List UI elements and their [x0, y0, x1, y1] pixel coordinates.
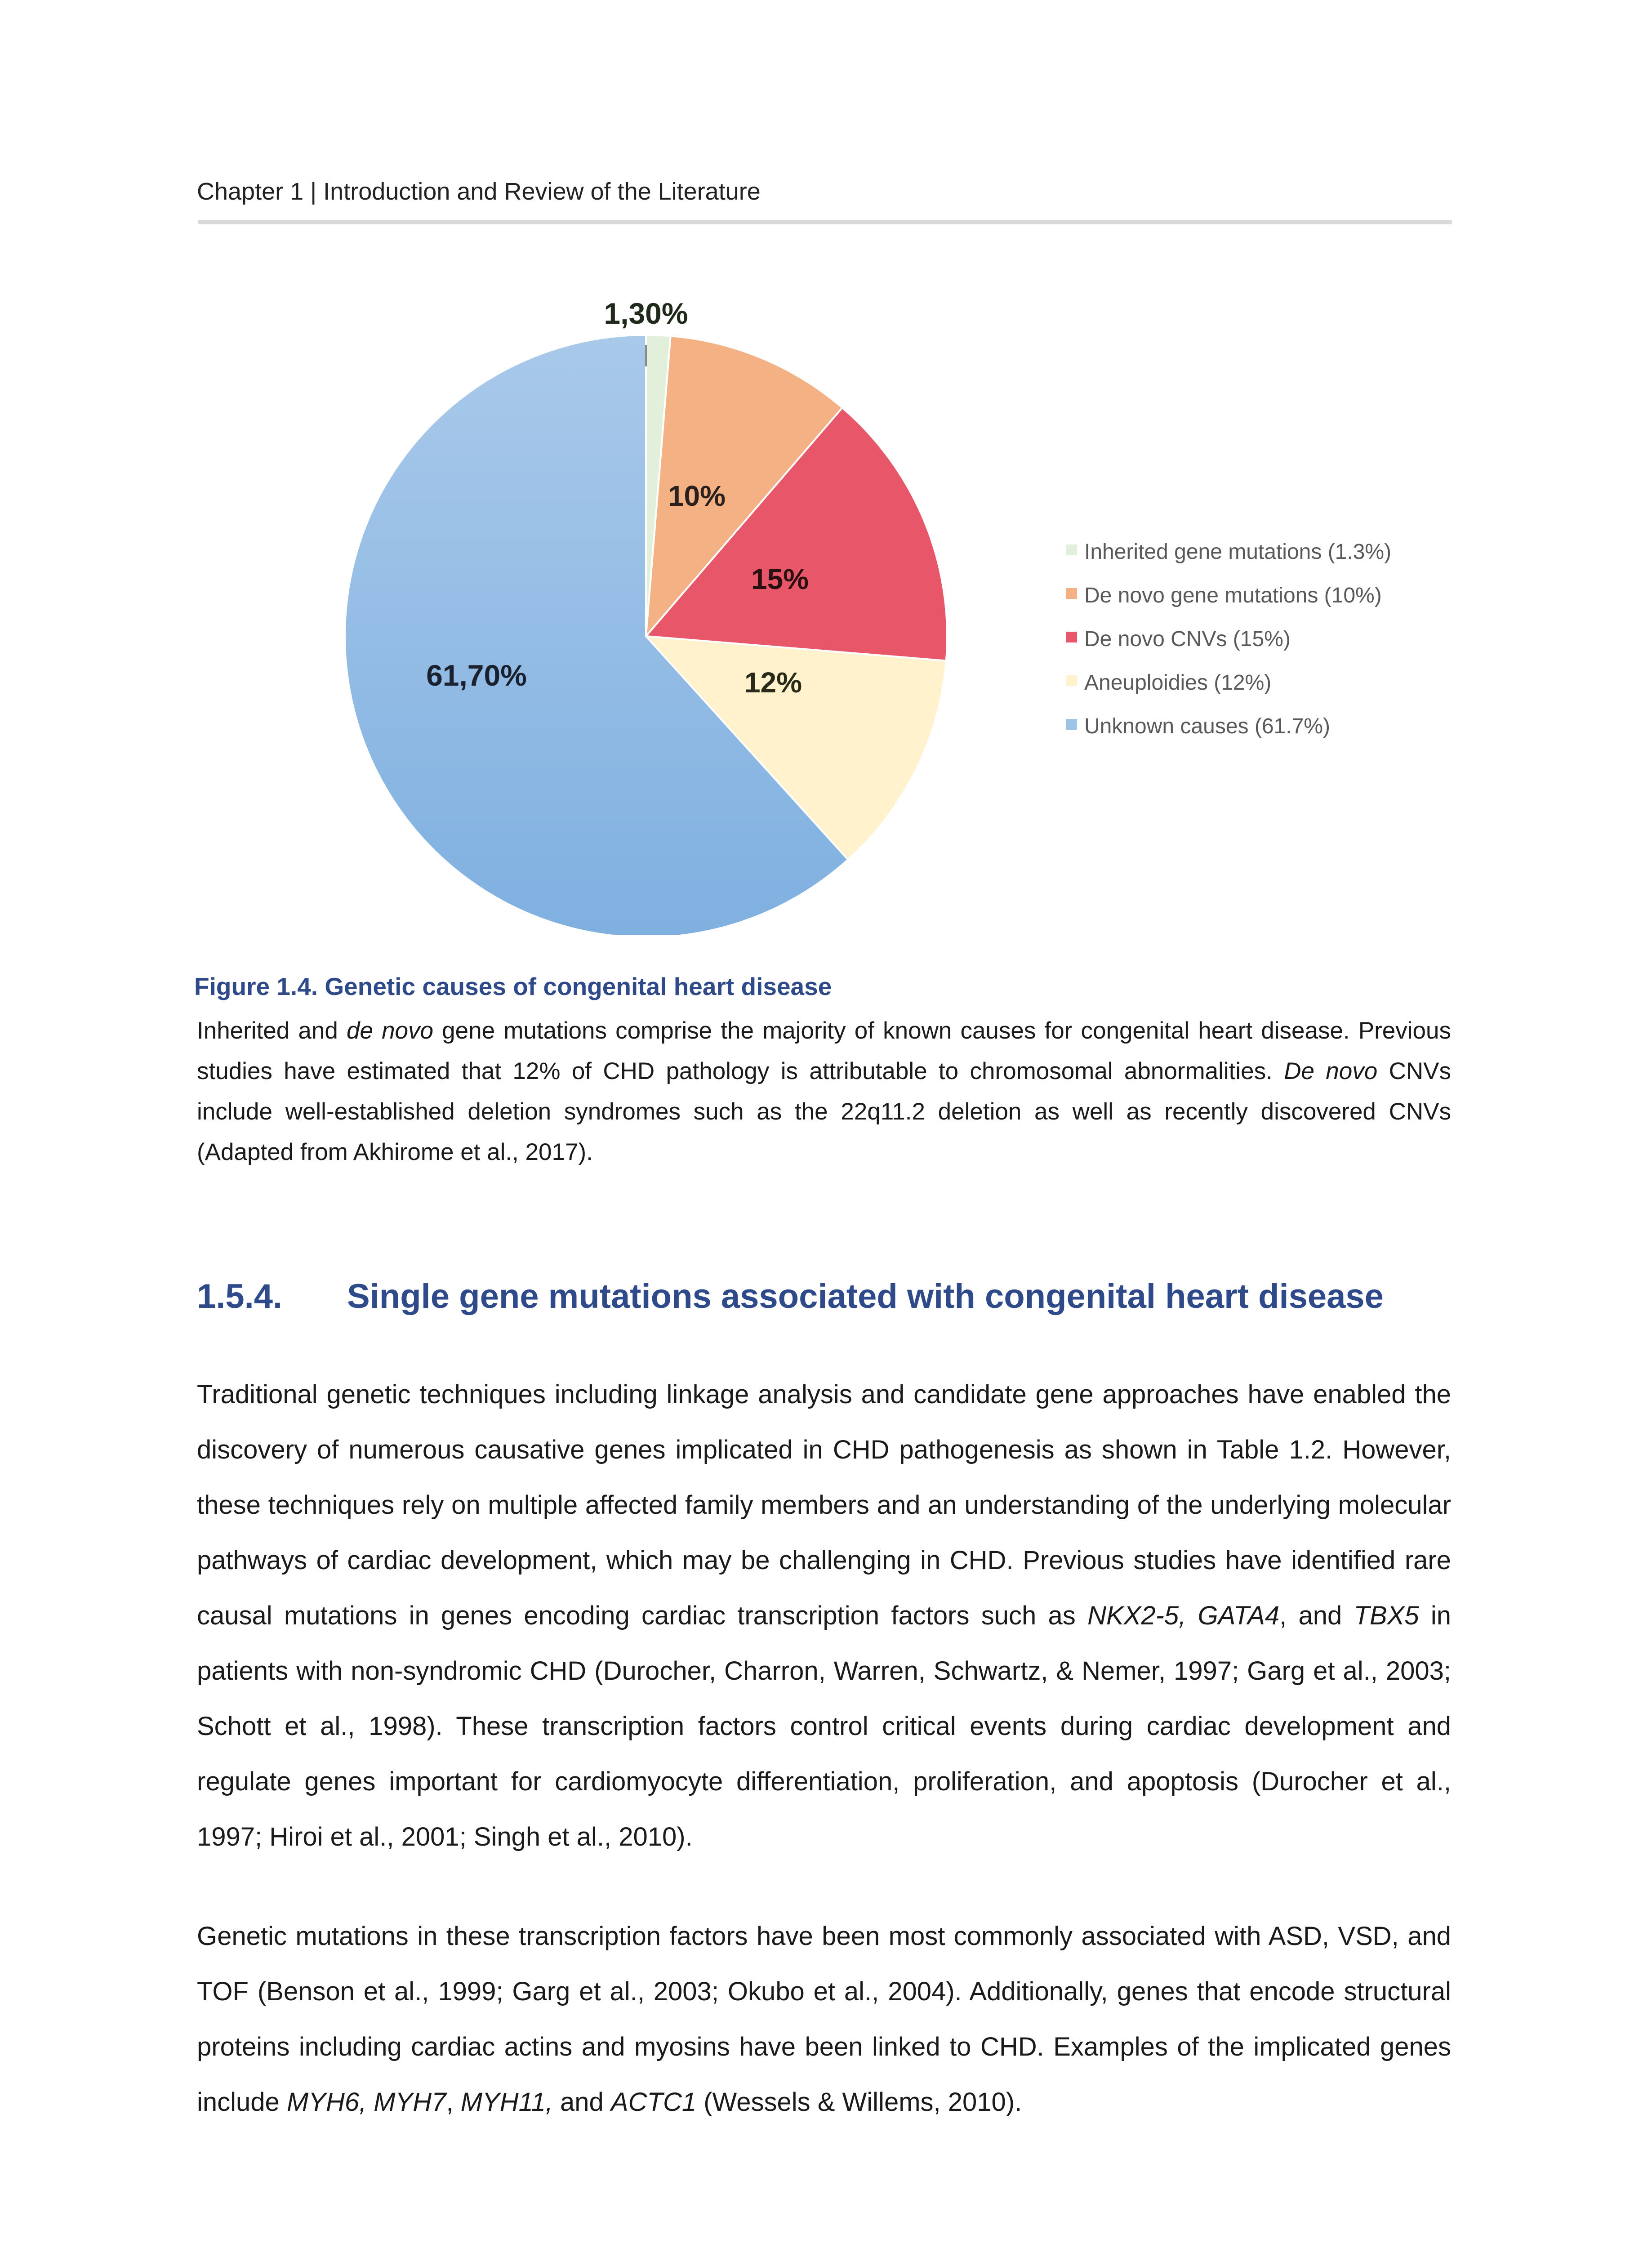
gene-name: MYH11, — [460, 2087, 553, 2117]
legend-label: Unknown causes (61.7%) — [1084, 714, 1330, 738]
legend-swatch — [1066, 675, 1077, 686]
legend-label: De novo CNVs (15%) — [1084, 627, 1291, 651]
legend-swatch — [1066, 632, 1077, 642]
pie-chart — [324, 288, 1474, 935]
body-paragraph — [197, 1367, 1451, 1864]
legend-label: De novo gene mutations (10%) — [1084, 584, 1382, 607]
body-text: (Wessels & Willems, 2010). — [704, 2087, 1022, 2117]
gene-names: NKX2-5, GATA4 — [1087, 1601, 1280, 1630]
legend-label: Inherited gene mutations (1.3%) — [1084, 540, 1392, 564]
section-title: Single gene mutations associated with congenital heart disease — [347, 1277, 1384, 1316]
slice-data-label: 10% — [668, 480, 726, 512]
body-text: , — [446, 2087, 454, 2117]
caption-text: Inherited and — [197, 1017, 338, 1044]
slice-data-label: 12% — [744, 666, 802, 699]
gene-names: MYH6, MYH7 — [286, 2087, 446, 2117]
gene-name: TBX5 — [1354, 1601, 1419, 1630]
figure-caption-title: Figure 1.4. Genetic causes of congenital heart disease — [194, 972, 832, 1000]
section-heading — [197, 1277, 1384, 1316]
caption-text: CNVs include well-established deletion syndromes such as the 22q11.2 deletion as well as recently discovered CNVs (Adapted from Akhirome et al., 2017). — [197, 1058, 1451, 1165]
body-text: in patients with non-syndromic CHD (Durocher, Charron, Warren, Schwartz, & Nemer, 1997; Garg et al., 2003; Schott et al., 1998). These transcription factors control critical events during cardiac development and regulate genes important for cardiomyocyte differentiation, proliferation, and apoptosis (Durocher et al., 1997; Hiroi et al., 2001; Singh et al., 2010). — [197, 1601, 1451, 1851]
caption-italic: de novo — [346, 1017, 434, 1044]
header-rule — [198, 220, 1452, 224]
gene-name: ACTC1 — [610, 2087, 697, 2117]
caption-text: gene mutations comprise the majority of known causes for congenital heart disease. Previous studies have estimated that 12% of CHD pathology is attributable to chromosomal abnormalities. — [197, 1017, 1451, 1084]
legend-swatch — [1066, 544, 1077, 555]
body-text: , and — [1279, 1601, 1342, 1630]
slice-data-label: 1,30% — [604, 297, 688, 330]
caption-italic: De novo — [1284, 1058, 1378, 1084]
legend-label: Aneuploidies (12%) — [1084, 671, 1272, 695]
figure-caption-body — [197, 1011, 1451, 1173]
legend-swatch — [1066, 719, 1077, 730]
body-paragraph — [197, 1909, 1451, 2130]
slice-data-label: 15% — [751, 563, 809, 595]
running-head: Chapter 1 | Introduction and Review of the Literature — [197, 178, 761, 205]
body-text: Traditional genetic techniques including linkage analysis and candidate gene approaches have enabled the discovery of numerous causative genes implicated in CHD pathogenesis as shown in Table 1.2. However, these techniques rely on multiple affected family members and an understanding of the underlying molecular pathways of cardiac development, which may be challenging in CHD. Previous studies have identified rare causal mutations in genes encoding cardiac transcription factors such as — [197, 1380, 1451, 1630]
body-text: and — [560, 2087, 604, 2117]
section-number: 1.5.4. — [197, 1277, 283, 1316]
body-text: Genetic mutations in these transcription factors have been most commonly associated with ASD, VSD, and TOF (Benson et al., 1999; Garg et al., 2003; Okubo et al., 2004). Additionally, genes that encode structural proteins including cardiac actins and myosins have been linked to CHD. Examples of the implicated genes include — [197, 1922, 1451, 2117]
legend-swatch — [1066, 588, 1077, 599]
slice-data-label: 61,70% — [426, 659, 527, 692]
